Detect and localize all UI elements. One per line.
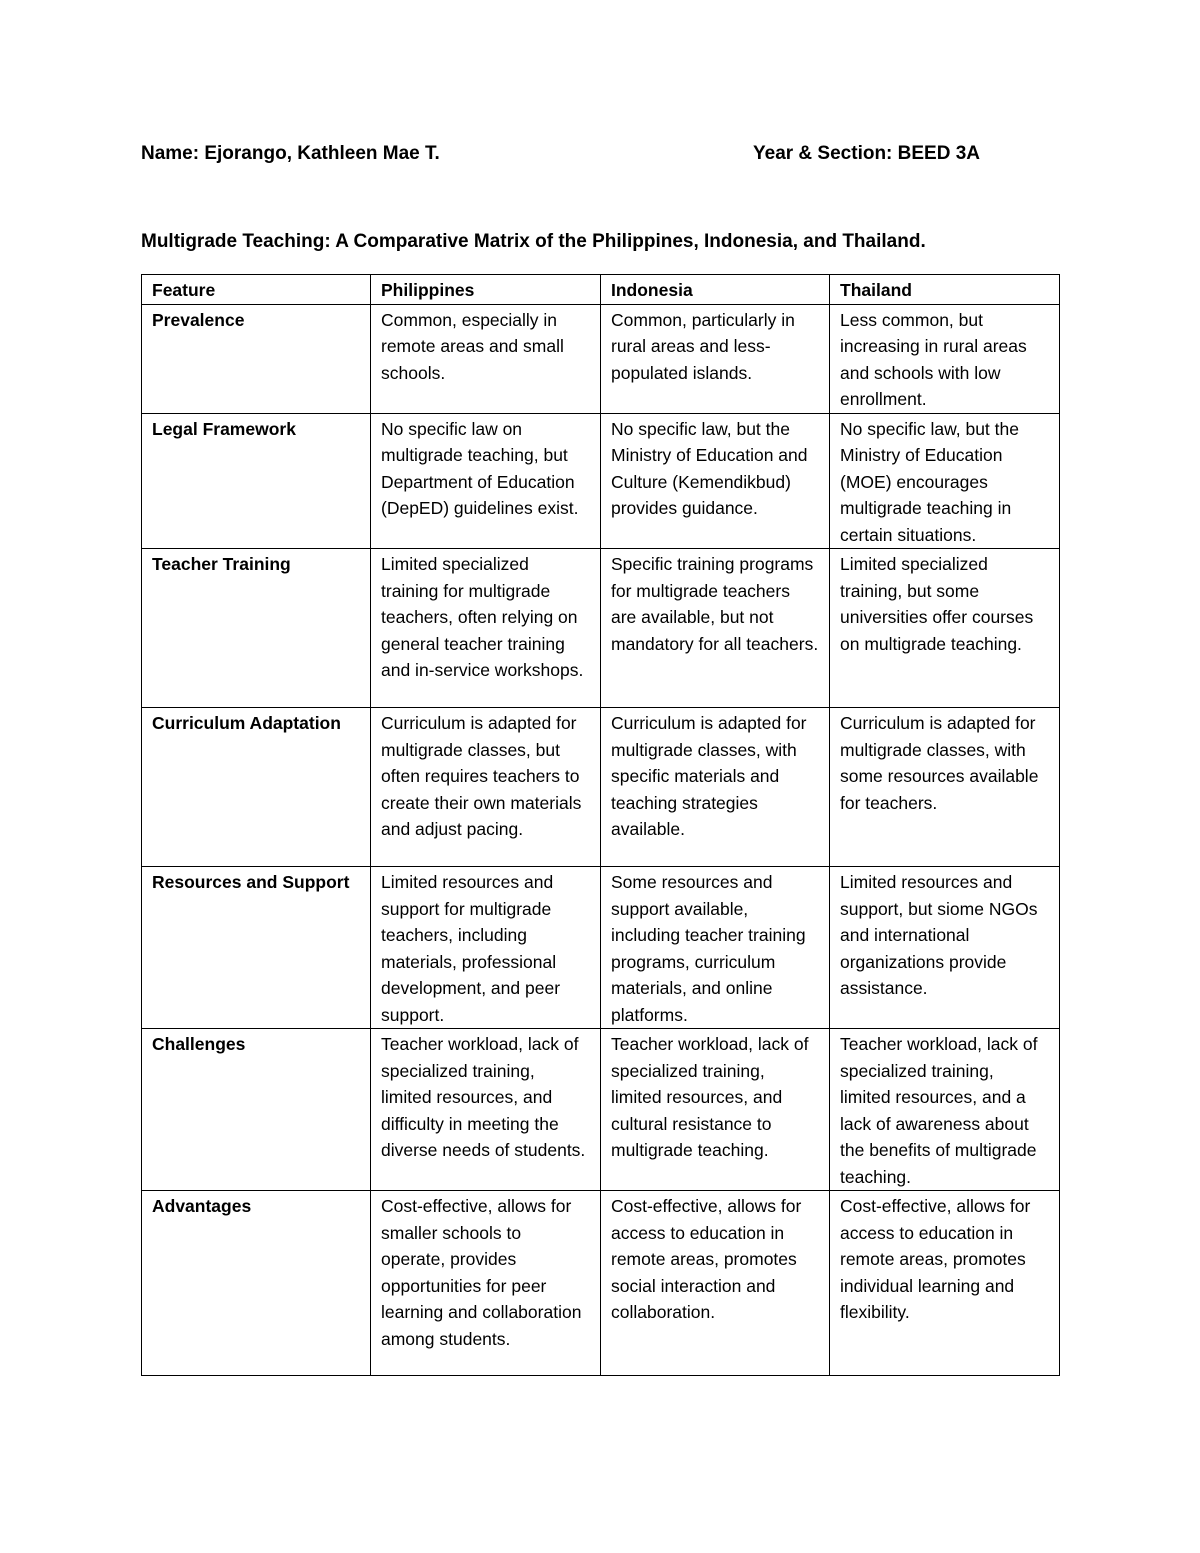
- table-row: [142, 304, 1060, 413]
- feature-cell: Resources and Support: [142, 867, 371, 1029]
- indonesia-cell: Common, particularly in rural areas and less-populated islands.: [601, 304, 830, 413]
- thailand-cell: No specific law, but the Ministry of Education (MOE) encourages multigrade teaching in certain situations.: [830, 413, 1060, 549]
- philippines-cell: Teacher workload, lack of specialized training, limited resources, and difficulty in meeting the diverse needs of students.: [371, 1029, 601, 1191]
- year-section: Year & Section: BEED 3A: [753, 143, 981, 164]
- column-header-indonesia: Indonesia: [601, 275, 830, 305]
- table-row: [142, 413, 1060, 549]
- thailand-cell: Curriculum is adapted for multigrade classes, with some resources available for teachers.: [830, 708, 1060, 867]
- feature-cell: Legal Framework: [142, 413, 371, 549]
- philippines-cell: Curriculum is adapted for multigrade classes, but often requires teachers to create their own materials and adjust pacing.: [371, 708, 601, 867]
- table-row: [142, 867, 1060, 1029]
- table-row: [142, 549, 1060, 708]
- document-title: Multigrade Teaching: A Comparative Matrix of the Philippines, Indonesia, and Thailand.: [141, 231, 926, 252]
- philippines-cell: Limited resources and support for multigrade teachers, including materials, professional development, and peer support.: [371, 867, 601, 1029]
- indonesia-cell: Cost-effective, allows for access to education in remote areas, promotes social interaction and collaboration.: [601, 1191, 830, 1376]
- indonesia-cell: Specific training programs for multigrade teachers are available, but not mandatory for all teachers.: [601, 549, 830, 708]
- feature-cell: Advantages: [142, 1191, 371, 1376]
- indonesia-cell: Curriculum is adapted for multigrade classes, with specific materials and teaching strategies available.: [601, 708, 830, 867]
- comparative-matrix-table: [141, 274, 1060, 1376]
- philippines-cell: Common, especially in remote areas and small schools.: [371, 304, 601, 413]
- table-header-row: [142, 275, 1060, 305]
- indonesia-cell: Teacher workload, lack of specialized training, limited resources, and cultural resistance to multigrade teaching.: [601, 1029, 830, 1191]
- thailand-cell: Teacher workload, lack of specialized training, limited resources, and a lack of awareness about the benefits of multigrade teaching.: [830, 1029, 1060, 1191]
- indonesia-cell: Some resources and support available, including teacher training programs, curriculum materials, and online platforms.: [601, 867, 830, 1029]
- student-name: Name: Ejorango, Kathleen Mae T.: [141, 143, 440, 164]
- philippines-cell: Limited specialized training for multigrade teachers, often relying on general teacher training and in-service workshops.: [371, 549, 601, 708]
- thailand-cell: Limited specialized training, but some universities offer courses on multigrade teaching.: [830, 549, 1060, 708]
- feature-cell: Curriculum Adaptation: [142, 708, 371, 867]
- thailand-cell: Less common, but increasing in rural areas and schools with low enrollment.: [830, 304, 1060, 413]
- column-header-thailand: Thailand: [830, 275, 1060, 305]
- philippines-cell: No specific law on multigrade teaching, but Department of Education (DepED) guidelines exist.: [371, 413, 601, 549]
- table-row: [142, 1029, 1060, 1191]
- feature-cell: Prevalence: [142, 304, 371, 413]
- table-row: [142, 1191, 1060, 1376]
- feature-cell: Teacher Training: [142, 549, 371, 708]
- thailand-cell: Limited resources and support, but siome NGOs and international organizations provide assistance.: [830, 867, 1060, 1029]
- feature-cell: Challenges: [142, 1029, 371, 1191]
- column-header-philippines: Philippines: [371, 275, 601, 305]
- table-row: [142, 708, 1060, 867]
- column-header-feature: Feature: [142, 275, 371, 305]
- thailand-cell: Cost-effective, allows for access to education in remote areas, promotes individual learning and flexibility.: [830, 1191, 1060, 1376]
- philippines-cell: Cost-effective, allows for smaller schools to operate, provides opportunities for peer learning and collaboration among students.: [371, 1191, 601, 1376]
- indonesia-cell: No specific law, but the Ministry of Education and Culture (Kemendikbud) provides guidance.: [601, 413, 830, 549]
